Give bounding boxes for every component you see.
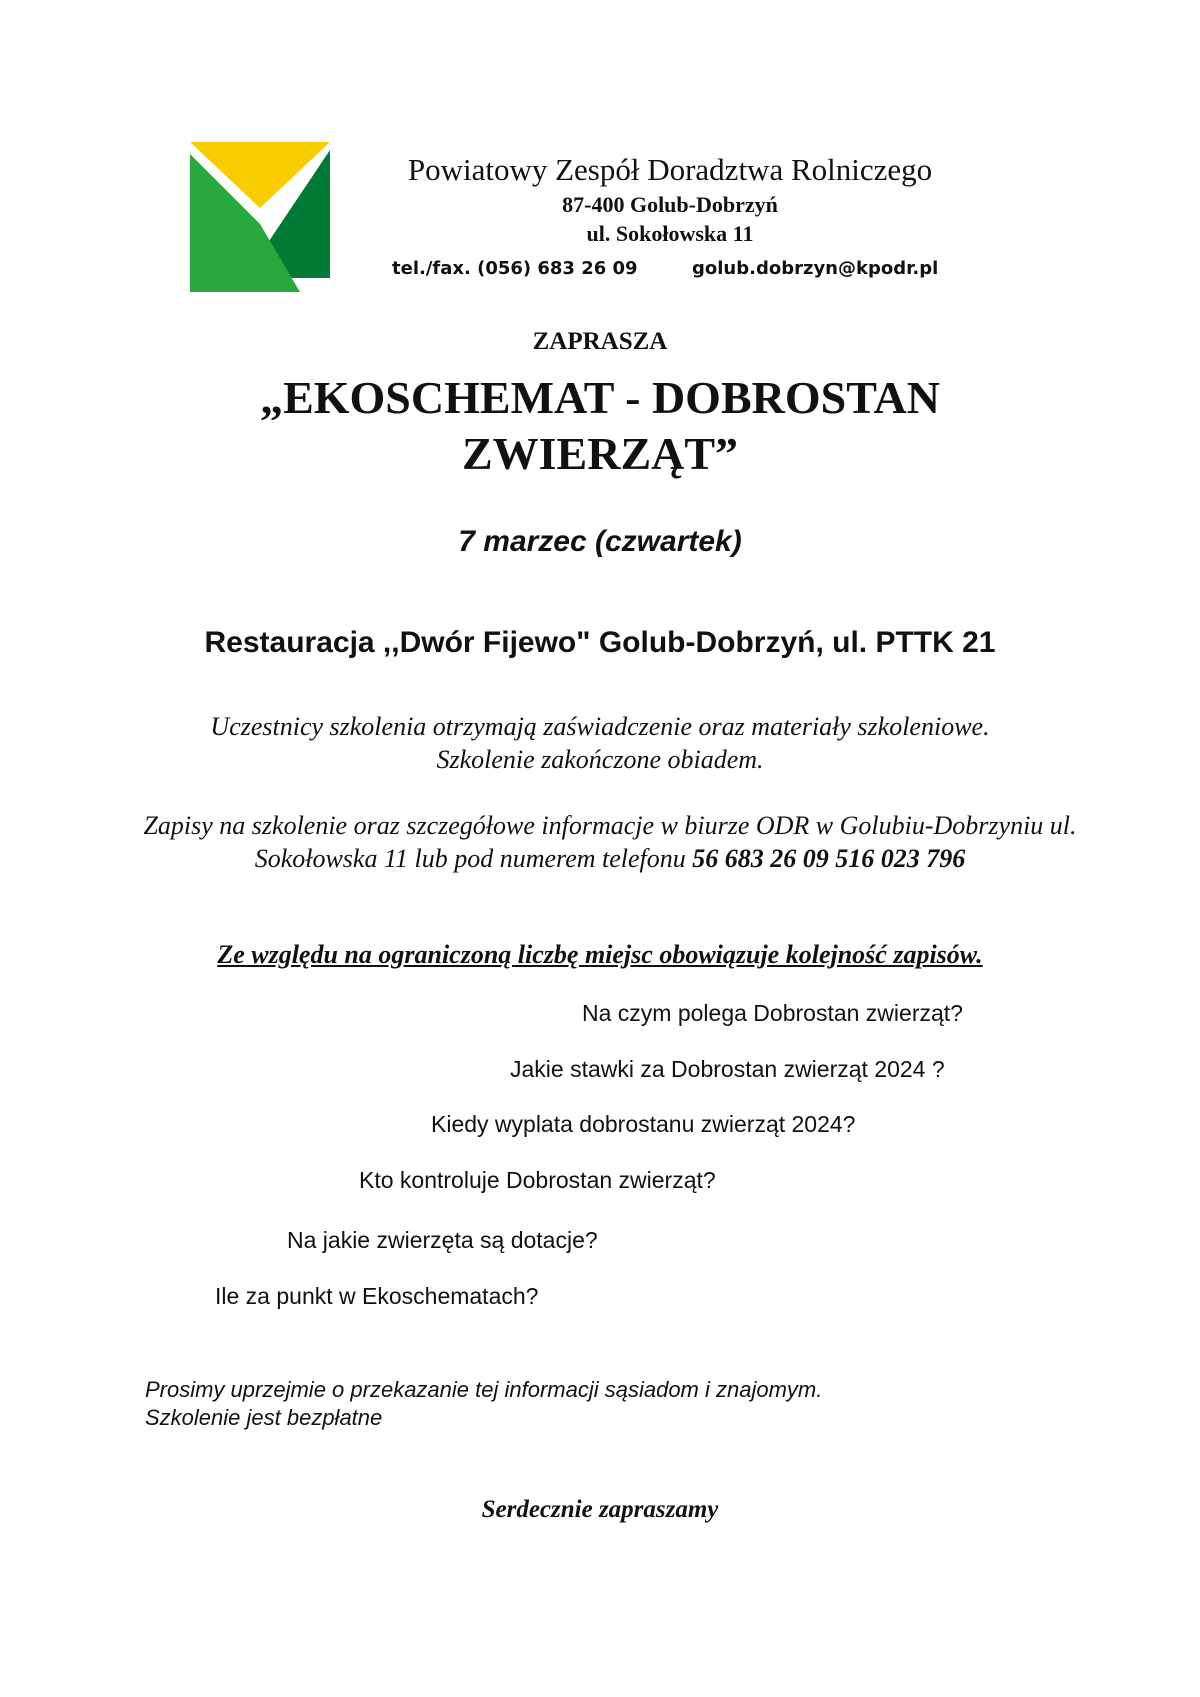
street-address: ul. Sokołowska 11 — [586, 221, 754, 246]
organization-name: Powiatowy Zespół Doradztwa Rolniczego — [407, 152, 933, 187]
benefits-line2: Szkolenie zakończone obiadem. — [436, 745, 764, 774]
postal-city: 87-400 Golub-Dobrzyń — [562, 192, 778, 217]
closing-text — [145, 1376, 1045, 1432]
limited-seats-notice: Ze względu na ograniczoną liczbę miejsc obowiązuje kolejność zapisów. — [217, 940, 983, 969]
question-item: Ile za punkt w Ekoschematach? — [215, 1283, 539, 1309]
event-title — [150, 370, 1050, 482]
benefits-line1: Uczestnicy szkolenia otrzymają zaświadczenie oraz materiały szkoleniowe. — [210, 712, 990, 741]
farewell-text: Serdecznie zapraszamy — [481, 1496, 719, 1523]
registration-phones: 56 683 26 09 516 023 796 — [692, 844, 966, 873]
closing-line1: Prosimy uprzejmie o przekazanie tej informacji sąsiadom i znajomym. — [145, 1377, 823, 1402]
invite-label: ZAPRASZA — [532, 328, 668, 355]
question-item: Jakie stawki za Dobrostan zwierząt 2024 ? — [510, 1056, 945, 1082]
closing-line2: Szkolenie jest bezpłatne — [145, 1405, 383, 1430]
benefits-text — [100, 710, 1100, 776]
organization-address — [390, 190, 950, 248]
event-date: 7 marzec (czwartek) — [458, 525, 742, 558]
odr-logo-icon — [190, 142, 330, 292]
registration-info: Zapisy na szkolenie oraz szczegółowe informacje w biurze ODR w Golubiu-Dobrzyniu ul. Sokołowska 11 lub pod numerem telefonu — [143, 811, 1077, 873]
question-item: Kiedy wyplata dobrostanu zwierząt 2024? — [431, 1111, 856, 1137]
question-item: Na czym polega Dobrostan zwierząt? — [582, 1000, 963, 1026]
tel-fax: tel./fax. (056) 683 26 09 — [392, 258, 638, 279]
question-item: Kto kontroluje Dobrostan zwierząt? — [359, 1167, 716, 1193]
event-title-line1: „EKOSCHEMAT - DOBROSTAN — [260, 372, 940, 423]
event-venue: Restauracja ,,Dwór Fijewo" Golub-Dobrzyń, ul. PTTK 21 — [204, 626, 996, 659]
email-address: golub.dobrzyn@kpodr.pl — [692, 258, 939, 279]
event-title-line2: ZWIERZĄT” — [461, 428, 739, 479]
question-item: Na jakie zwierzęta są dotacje? — [287, 1227, 598, 1253]
registration-text — [140, 809, 1080, 875]
